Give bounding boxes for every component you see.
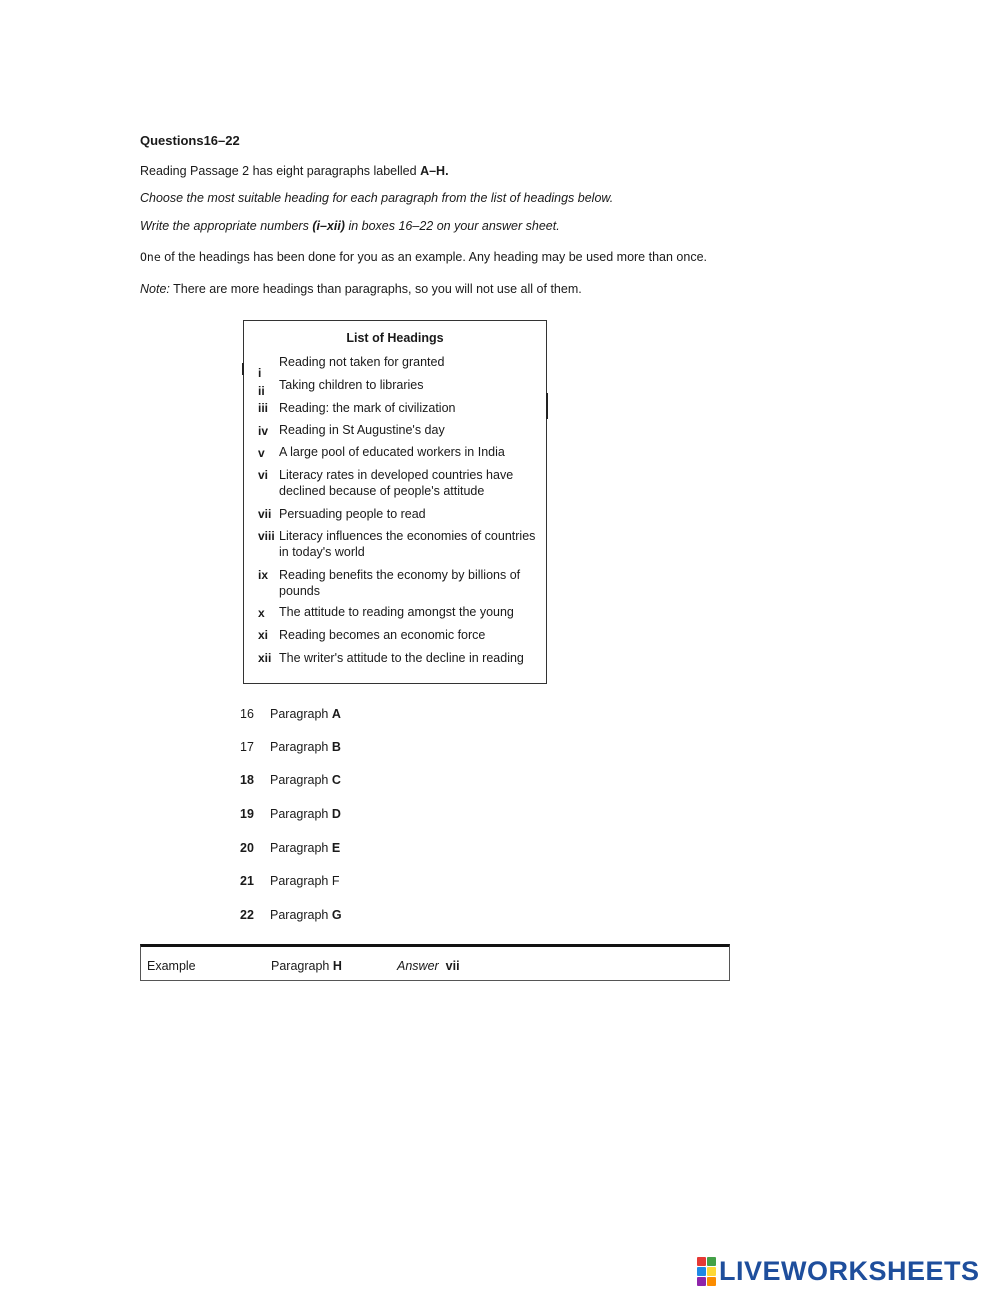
question-number: 18 [240, 773, 254, 787]
example-answer: Answer vii [397, 959, 460, 973]
question-paragraph: Paragraph B [270, 740, 341, 754]
question-number: 22 [240, 908, 254, 922]
instruction-line-1: Reading Passage 2 has eight paragraphs labelled A–H. [140, 164, 449, 178]
heading-text: Literacy influences the economies of countries in today's world [279, 529, 536, 559]
question-paragraph: Paragraph E [270, 841, 341, 855]
question-number: 16 [240, 707, 254, 721]
heading-text: Persuading people to read [279, 507, 426, 521]
heading-text: Reading not taken for granted [279, 355, 445, 369]
heading-num: ix [258, 568, 269, 582]
heading-text: Reading benefits the economy by billions of pounds [279, 568, 521, 598]
question-paragraph: Paragraph D [270, 807, 341, 821]
heading-text: The writer's attitude to the decline in reading [279, 651, 524, 665]
heading-num: vii [258, 507, 272, 521]
logo-block [707, 1267, 716, 1276]
logo-text: LIVEWORKSHEETS [719, 1255, 980, 1286]
heading-num: v [258, 446, 265, 460]
headings-title: List of Headings [346, 331, 444, 345]
heading-num: viii [258, 529, 275, 543]
example-paragraph: Paragraph H [271, 959, 342, 973]
example-label: Example [147, 959, 196, 973]
instruction-line-4: One of the headings has been done for you as an example. Any heading may be used more than once. [140, 250, 707, 264]
heading-text: The attitude to reading amongst the young [279, 605, 514, 619]
heading-text: Reading becomes an economic force [279, 628, 486, 642]
heading-text: A large pool of educated workers in India [279, 445, 505, 459]
question-number: 19 [240, 807, 254, 821]
heading-num: ii [258, 384, 265, 398]
question-paragraph: Paragraph F [270, 874, 340, 888]
scan-mark [242, 363, 244, 375]
logo-block [697, 1277, 706, 1286]
logo-block [697, 1257, 706, 1266]
heading-num: xii [258, 651, 272, 665]
heading-text: Taking children to libraries [279, 378, 424, 392]
heading-num: i [258, 366, 262, 380]
question-paragraph: Paragraph A [270, 707, 341, 721]
question-paragraph: Paragraph C [270, 773, 341, 787]
example-box [140, 944, 730, 981]
question-paragraph: Paragraph G [270, 908, 342, 922]
logo-block [697, 1267, 706, 1276]
logo-icon [697, 1257, 716, 1286]
heading-num: iii [258, 401, 269, 415]
liveworksheets-logo [697, 1257, 980, 1285]
logo-block [707, 1257, 716, 1266]
list-of-headings-box [243, 320, 547, 684]
logo-block [707, 1277, 716, 1286]
heading-num: iv [258, 424, 269, 438]
heading-num: vi [258, 468, 269, 482]
scan-mark [546, 393, 548, 419]
question-number: 21 [240, 874, 254, 888]
heading-num: x [258, 606, 265, 620]
instruction-line-3: Write the appropriate numbers (i–xii) in boxes 16–22 on your answer sheet. [140, 219, 560, 233]
instruction-line-2: Choose the most suitable heading for each paragraph from the list of headings below. [140, 191, 614, 205]
instruction-line-5: Note: There are more headings than paragraphs, so you will not use all of them. [140, 282, 582, 296]
question-number: 20 [240, 841, 254, 855]
heading-text: Literacy rates in developed countries have declined because of people's attitude [279, 468, 514, 498]
heading-text: Reading in St Augustine's day [279, 423, 445, 437]
heading-num: xi [258, 628, 269, 642]
section-title: Questions16–22 [140, 133, 240, 148]
heading-text: Reading: the mark of civilization [279, 401, 456, 415]
question-number: 17 [240, 740, 254, 754]
